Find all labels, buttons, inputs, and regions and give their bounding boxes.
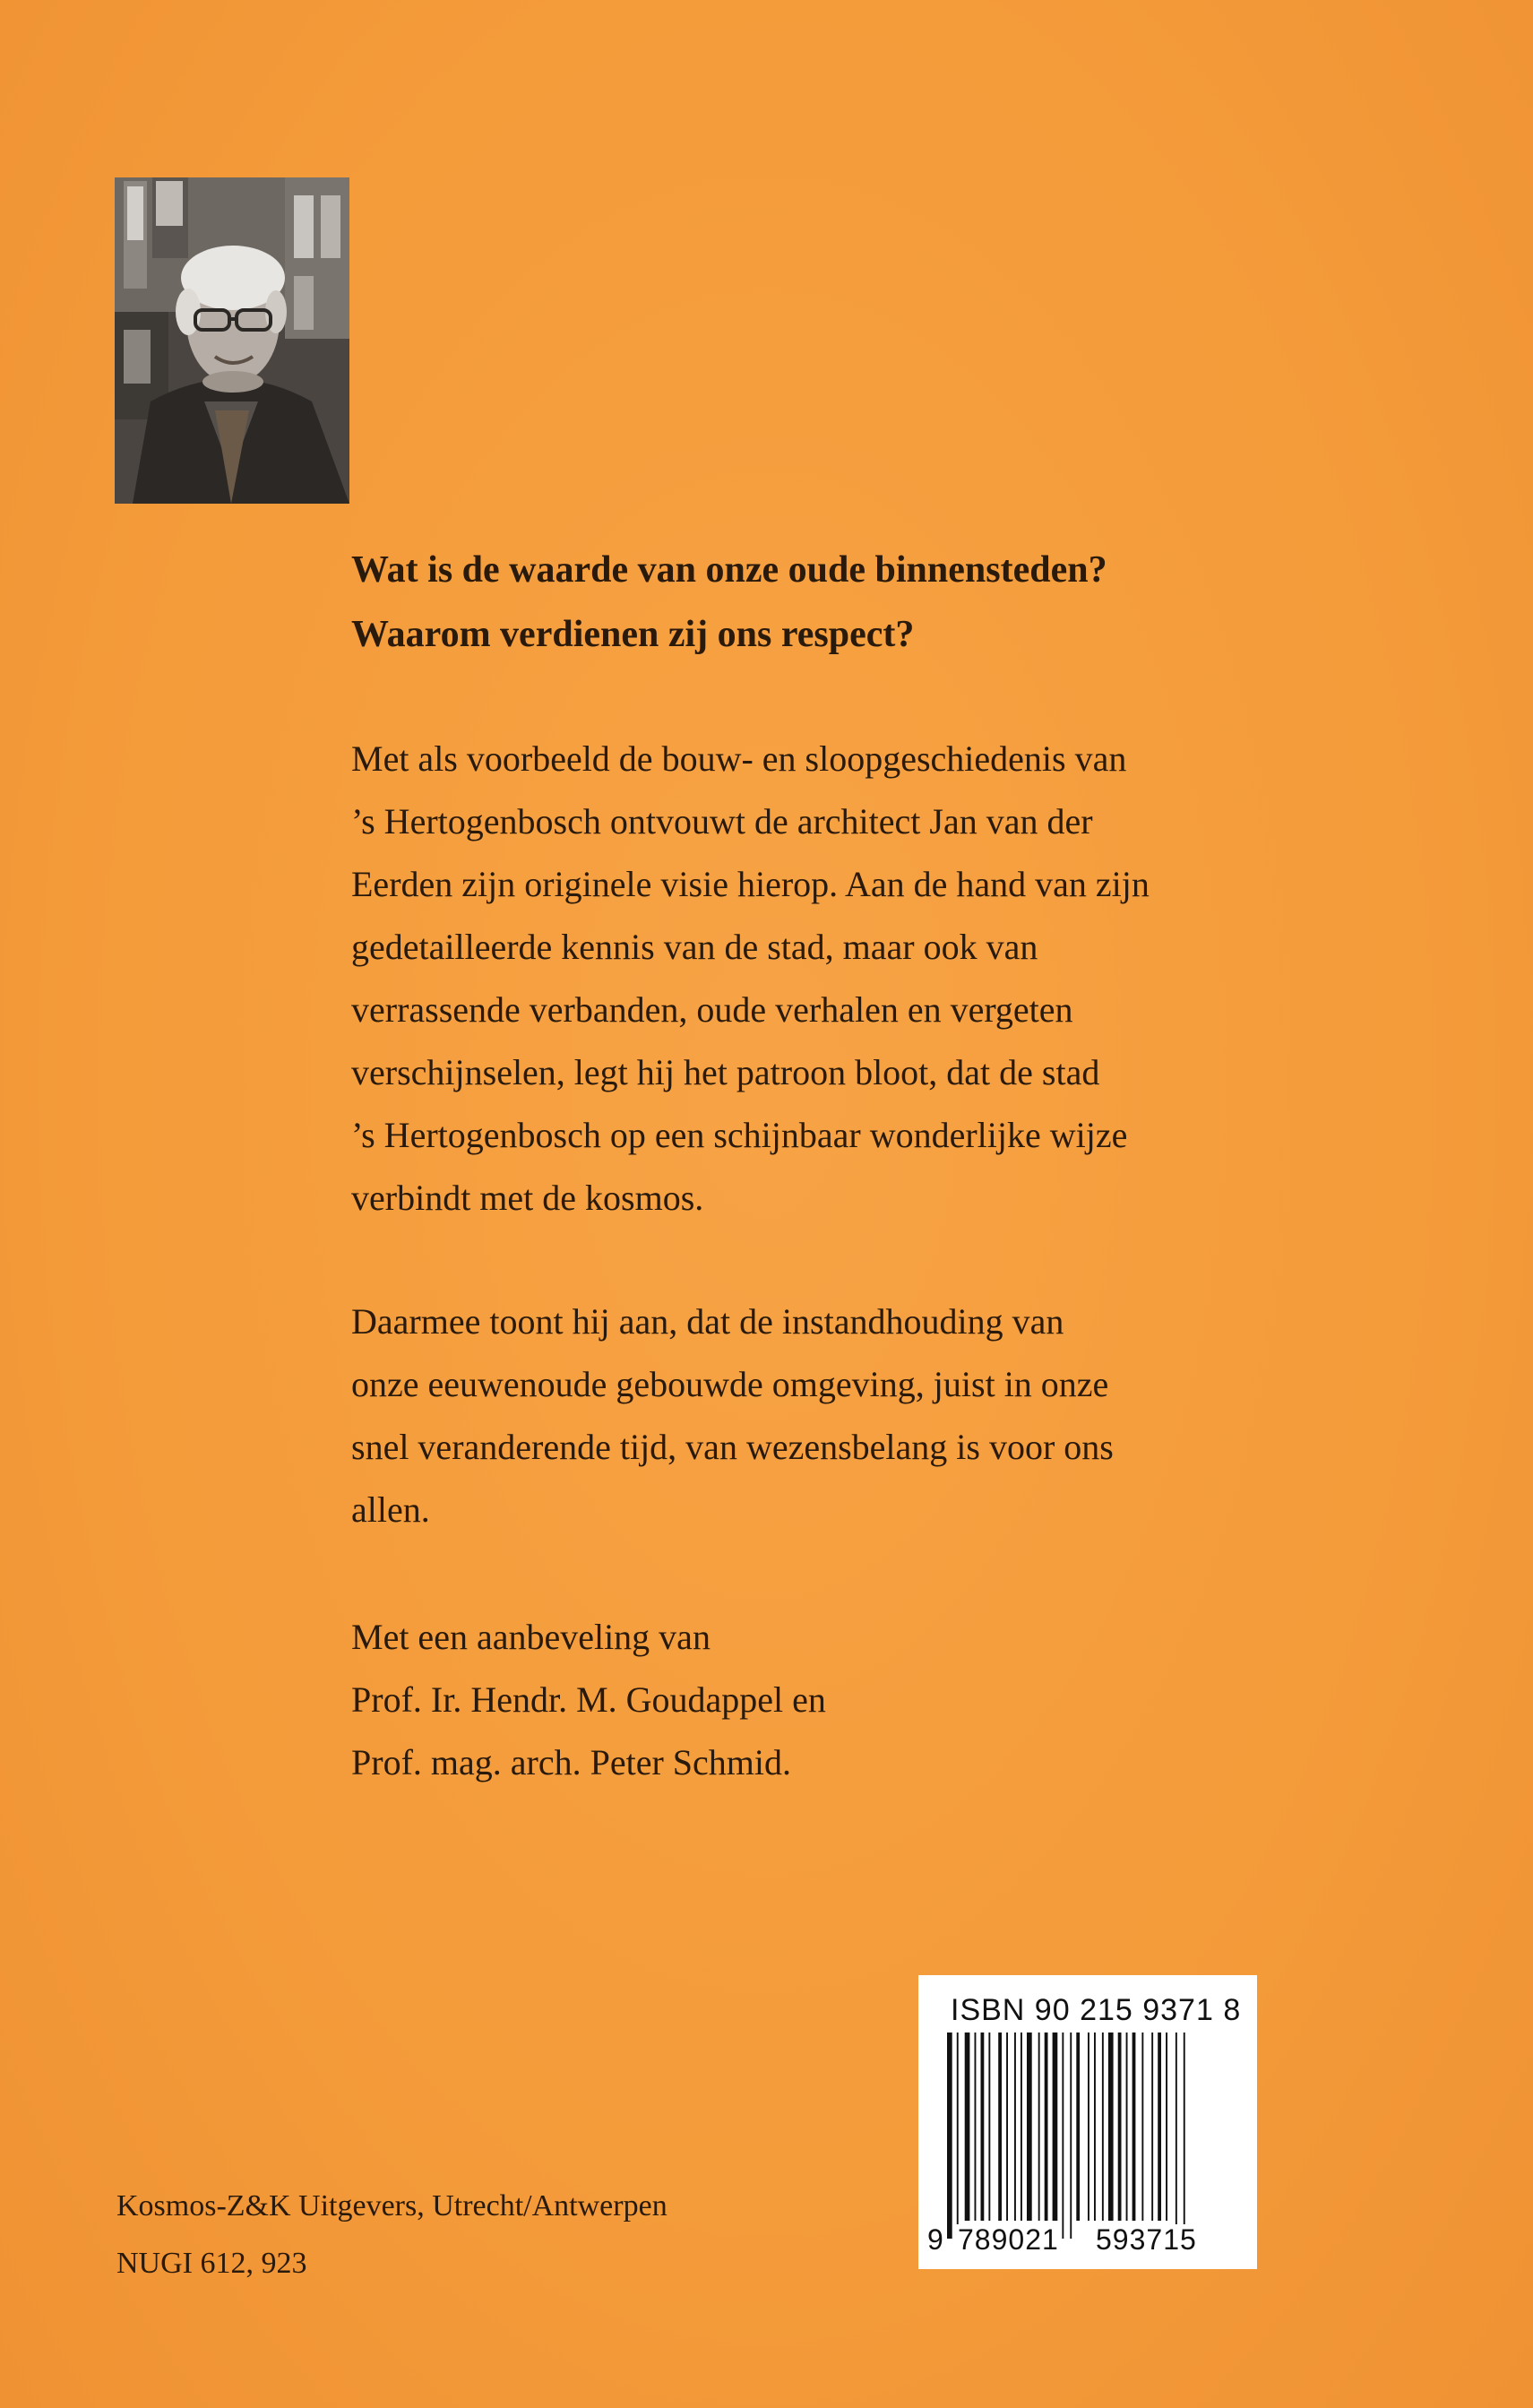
nugi-code: NUGI 612, 923 [116, 2247, 307, 2280]
author-portrait-image [115, 177, 349, 504]
barcode-bar [1151, 2033, 1153, 2221]
barcode-bar [1045, 2033, 1048, 2221]
paragraph-line: verrassende verbanden, oude verhalen en vergeten [351, 989, 1073, 1030]
barcode-bar [988, 2033, 990, 2221]
description-paragraph-1 [351, 728, 1283, 1230]
barcode-bar [1141, 2033, 1143, 2221]
barcode-bar [1184, 2033, 1185, 2239]
barcode-bar [1070, 2033, 1072, 2239]
barcode-graphic [945, 2033, 1237, 2239]
paragraph-line: ’s Hertogenbosch ontvouwt de architect Jan van der [351, 801, 1093, 842]
headline-questions [351, 538, 1283, 667]
barcode-bar [998, 2033, 1002, 2221]
barcode-bar [1158, 2033, 1161, 2221]
isbn-barcode [918, 1975, 1257, 2269]
paragraph-line: Met als voorbeeld de bouw- en sloopgeschiedenis van [351, 738, 1127, 779]
barcode-bar [975, 2033, 977, 2221]
barcode-bar [965, 2033, 970, 2221]
barcode-bar [1133, 2033, 1136, 2221]
barcode-bar [1176, 2033, 1177, 2239]
author-photo [115, 177, 349, 504]
headline-question-2: Waarom verdienen zij ons respect? [351, 614, 915, 655]
barcode-bar [1094, 2033, 1096, 2221]
barcode-bar [981, 2033, 985, 2221]
barcode-digit-group-1: 789021 [958, 2223, 1059, 2256]
paragraph-line: Eerden zijn originele visie hierop. Aan de hand van zijn [351, 864, 1150, 904]
barcode-bar [1166, 2033, 1167, 2221]
paragraph-line: gedetailleerde kennis van de stad, maar ook van [351, 927, 1038, 967]
barcode-bar [1126, 2033, 1128, 2221]
isbn-label: ISBN 90 215 9371 8 [951, 1993, 1242, 2027]
barcode-bar [1053, 2033, 1058, 2221]
barcode-bar [947, 2033, 952, 2239]
recommendation-line: Prof. mag. arch. Peter Schmid. [351, 1742, 791, 1782]
recommendation-line: Met een aanbeveling van [351, 1617, 711, 1657]
barcode-bar [1062, 2033, 1064, 2239]
barcode-bar [1021, 2033, 1022, 2221]
recommendation-line: Prof. Ir. Hendr. M. Goudappel en [351, 1679, 826, 1720]
paragraph-line: verbindt met de kosmos. [351, 1178, 704, 1218]
publisher-info [116, 2178, 667, 2292]
barcode-bar [1118, 2033, 1122, 2221]
barcode-bar [1006, 2033, 1008, 2221]
paragraph-line: Daarmee toont hij aan, dat de instandhouding van [351, 1301, 1064, 1342]
barcode-bar [1108, 2033, 1114, 2221]
barcode-bar [957, 2033, 959, 2239]
barcode-bar [1088, 2033, 1089, 2221]
barcode-bar [1014, 2033, 1016, 2221]
paragraph-line: verschijnselen, legt hij het patroon bloot, dat de stad [351, 1052, 1100, 1092]
recommendation-block [351, 1606, 1283, 1794]
paragraph-line: allen. [351, 1489, 430, 1530]
publisher-name: Kosmos-Z&K Uitgevers, Utrecht/Antwerpen [116, 2189, 667, 2222]
headline-question-1: Wat is de waarde van onze oude binnensteden? [351, 549, 1107, 591]
description-paragraph-2 [351, 1290, 1283, 1541]
paragraph-line: snel veranderende tijd, van wezensbelang is voor ons [351, 1427, 1114, 1467]
barcode-bar [1038, 2033, 1040, 2221]
barcode-digit-group-2: 593715 [1096, 2223, 1197, 2256]
barcode-bar [1076, 2033, 1080, 2221]
barcode-bar [1027, 2033, 1032, 2221]
paragraph-line: ’s Hertogenbosch op een schijnbaar wonderlijke wijze [351, 1115, 1128, 1155]
barcode-bar [1102, 2033, 1104, 2221]
paragraph-line: onze eeuwenoude gebouwde omgeving, juist in onze [351, 1364, 1109, 1404]
barcode-digit-lead: 9 [927, 2223, 943, 2256]
barcode-bars [945, 2033, 1237, 2239]
